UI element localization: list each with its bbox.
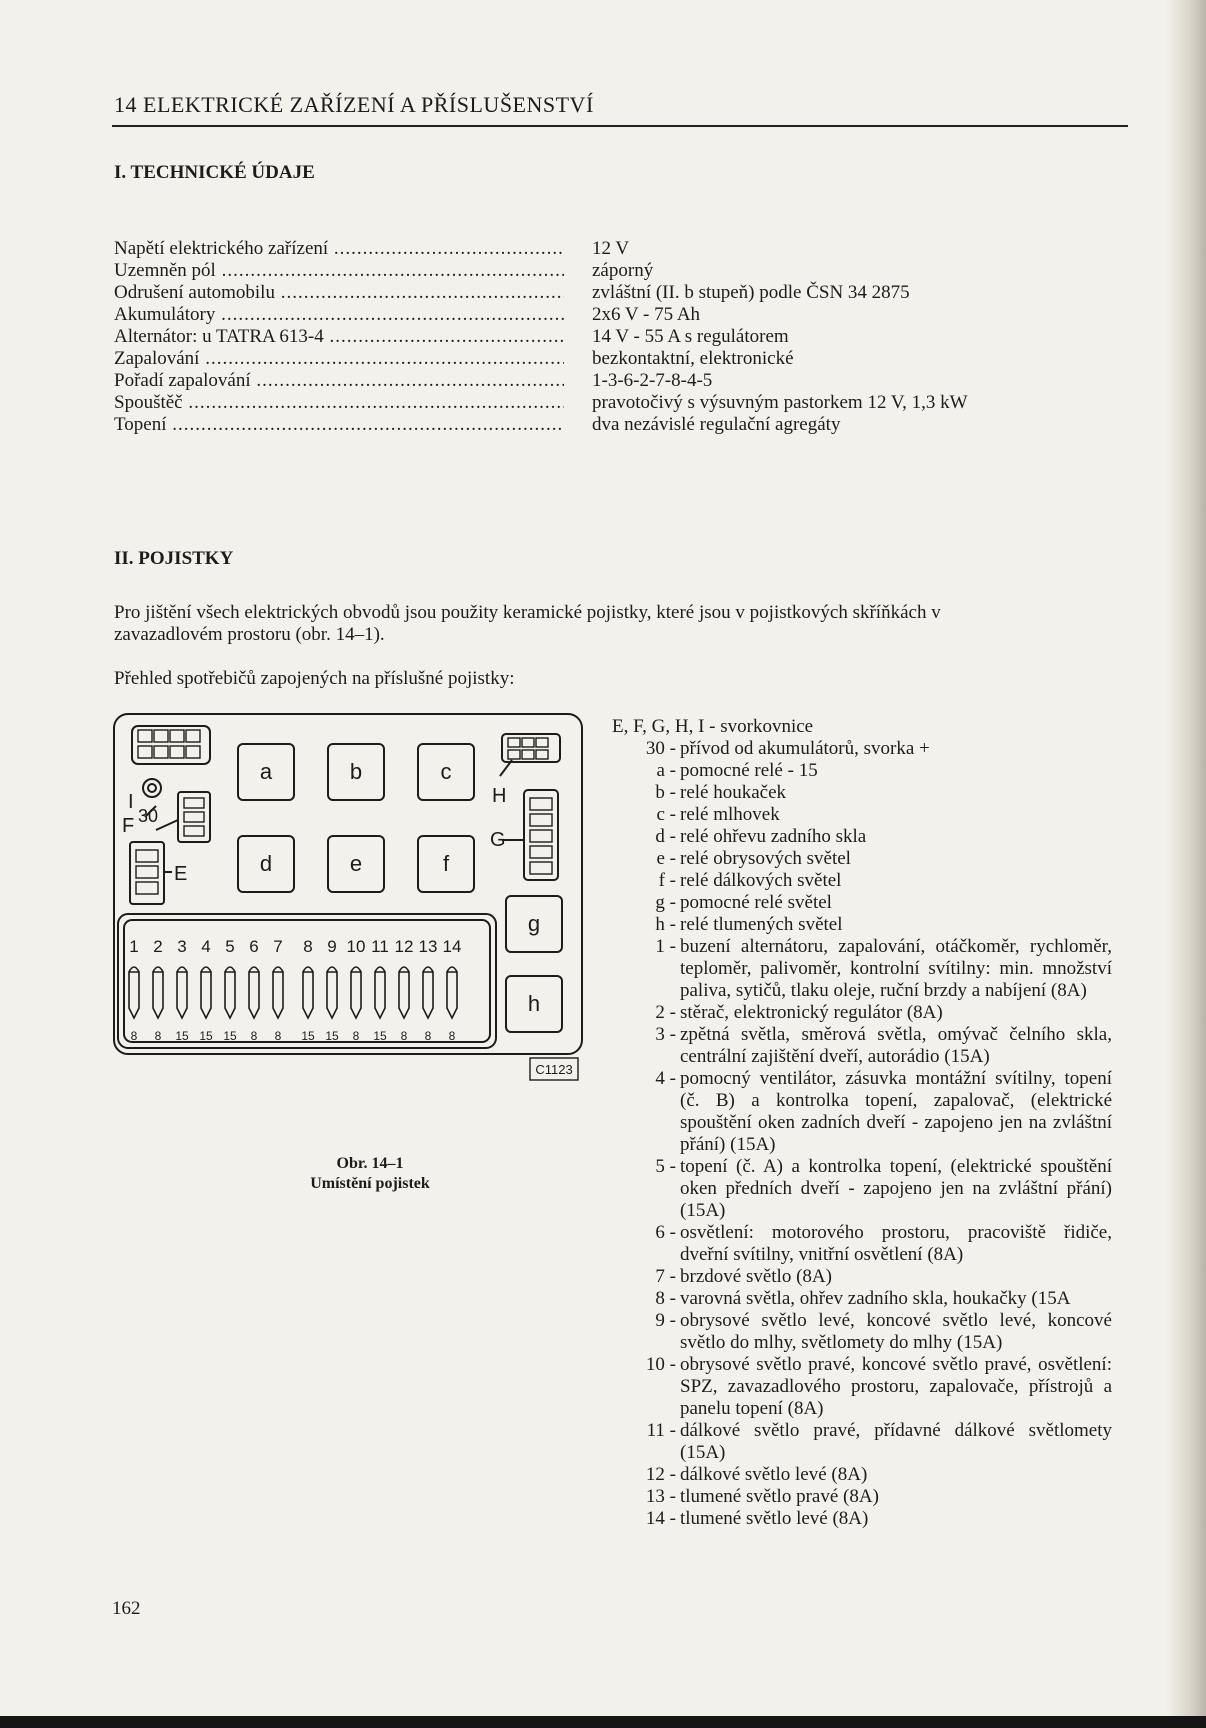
legend-item — [612, 1266, 1112, 1288]
fuse-number: 10 — [346, 937, 366, 956]
fuse-rating: 15 — [325, 1029, 339, 1043]
legend-key: g - — [655, 892, 676, 913]
spec-label: Napětí elektrického zařízení ..... — [114, 238, 564, 260]
fuse-body — [225, 972, 235, 1018]
legend-key: e - — [656, 848, 676, 869]
legend-text: relé ohřevu zadního skla — [680, 826, 867, 847]
legend-item — [612, 1354, 1112, 1420]
fuse-legend — [612, 716, 1112, 1530]
spec-label: Akumulátory ..... — [114, 304, 564, 326]
legend-item — [612, 1156, 1112, 1222]
legend-item — [612, 1222, 1112, 1266]
legend-item — [612, 936, 1112, 1002]
label-H: H — [492, 785, 507, 807]
fuse-number: 8 — [303, 937, 313, 956]
spec-label: Topení ..... — [114, 414, 564, 436]
fuse-rating: 8 — [448, 1029, 456, 1043]
fuse-number: 12 — [394, 937, 414, 956]
legend-text: relé mlhovek — [680, 804, 780, 825]
intro-paragraph-line2: zavazadlovém prostoru (obr. 14–1). — [114, 624, 385, 645]
intro-paragraph-line1: Pro jištění všech elektrických obvodů jsou použity keramické pojistky, které jsou v pojistkových skříňkách v — [114, 602, 941, 623]
spec-row — [114, 238, 1114, 260]
legend-key: d - — [655, 826, 676, 847]
legend-item — [612, 1464, 1112, 1486]
legend-key: 5 - — [655, 1156, 676, 1177]
figure-caption-number: Obr. 14–1 — [336, 1155, 404, 1172]
spec-label: Pořadí zapalování ..... — [114, 370, 564, 392]
fuse-body — [351, 972, 361, 1018]
fuse-number: 4 — [201, 937, 211, 956]
legend-item — [612, 1508, 1112, 1530]
fuse-number: 1 — [129, 937, 139, 956]
fuse-body — [399, 972, 409, 1018]
figure-code: C1123 — [535, 1062, 573, 1077]
legend-key: 12 - — [645, 1464, 676, 1485]
section-title-technical: I. TECHNICKÉ ÚDAJE — [114, 162, 315, 183]
legend-key: 14 - — [645, 1508, 676, 1529]
legend-item — [612, 1002, 1112, 1024]
fuse-number: 2 — [153, 937, 163, 956]
legend-text: varovná světla, ohřev zadního skla, houkačky (15A — [680, 1288, 1071, 1309]
legend-item — [612, 870, 1112, 892]
fuse-rating: 8 — [274, 1029, 282, 1043]
legend-text: pomocné relé světel — [680, 892, 832, 913]
spec-row — [114, 260, 1114, 282]
page-edge-shadow — [1166, 0, 1206, 1728]
fuse-rating: 15 — [223, 1029, 237, 1043]
label-30: 30 — [138, 806, 159, 826]
fuse-number: 5 — [225, 937, 235, 956]
legend-key: f - — [658, 870, 676, 891]
legend-text: topení (č. A) a kontrolka topení, (elektrické spouštění oken předních dveří - zapojeno jen na zvláštní přání) (15A) — [680, 1156, 1112, 1221]
spec-value: pravotočivý s výsuvným pastorkem 12 V, 1,3 kW — [592, 392, 968, 413]
legend-item — [612, 848, 1112, 870]
legend-item — [612, 1486, 1112, 1508]
spec-label: Alternátor: u TATRA 613-4 ..... — [114, 326, 564, 348]
spec-row — [114, 326, 1114, 348]
legend-item — [612, 1288, 1112, 1310]
spec-row — [114, 392, 1114, 414]
legend-key: 13 - — [645, 1486, 676, 1507]
relay-d-label: d — [259, 851, 273, 876]
fuse-body — [447, 972, 457, 1018]
legend-item — [612, 1420, 1112, 1464]
fuse-body — [327, 972, 337, 1018]
legend-item — [612, 782, 1112, 804]
legend-key: 3 - — [655, 1024, 676, 1045]
legend-key: 4 - — [655, 1068, 676, 1089]
fuse-layer — [129, 937, 461, 1043]
fuse-rating: 15 — [301, 1029, 315, 1043]
legend-key: 30 - — [645, 738, 676, 759]
chapter-title: 14 ELEKTRICKÉ ZAŘÍZENÍ A PŘÍSLUŠENSTVÍ — [114, 92, 594, 117]
fuse-rating: 8 — [424, 1029, 432, 1043]
fuse-body — [273, 972, 283, 1018]
fuse-number: 3 — [177, 937, 187, 956]
spec-label: Odrušení automobilu ..... — [114, 282, 564, 304]
legend-text: relé tlumených světel — [680, 914, 843, 935]
legend-text: osvětlení: motorového prostoru, pracoviště řidiče, dveřní svítilny, vnitřní osvětlení (8A) — [680, 1222, 1112, 1265]
relay-g-label: g — [527, 911, 541, 936]
spec-row — [114, 348, 1114, 370]
page-number: 162 — [112, 1598, 141, 1619]
legend-text: tlumené světlo levé (8A) — [680, 1508, 869, 1529]
legend-key: c - — [656, 804, 676, 825]
legend-text: stěrač, elektronický regulátor (8A) — [680, 1002, 943, 1023]
fuse-strip-outer — [118, 914, 496, 1048]
legend-key: b - — [655, 782, 676, 803]
legend-text: zpětná světla, směrová světla, omývač čelního skla, centrální zajištění dveří, autorádio (15A) — [680, 1024, 1112, 1067]
legend-text: tlumené světlo pravé (8A) — [680, 1486, 879, 1507]
relay-c-label: c — [440, 759, 452, 784]
legend-key: a - — [656, 760, 676, 781]
label-E: E — [174, 863, 188, 885]
fuse-rating: 15 — [199, 1029, 213, 1043]
legend-item — [612, 826, 1112, 848]
legend-text: relé obrysových světel — [680, 848, 851, 869]
fuse-number: 11 — [371, 937, 389, 956]
legend-item — [612, 892, 1112, 914]
spec-value: bezkontaktní, elektronické — [592, 348, 794, 369]
legend-key: 2 - — [655, 1002, 676, 1023]
legend-key: h - — [655, 914, 676, 935]
spec-row — [114, 370, 1114, 392]
legend-text: pomocný ventilátor, zásuvka montážní svítilny, topení (č. B) a kontrolka topení, zapalovač, (elektrické spouštění oken zadních dveří - zapojeno jen na zvláštní přání) (15A) — [680, 1068, 1112, 1155]
connector-F — [178, 792, 210, 842]
spec-value: 1-3-6-2-7-8-4-5 — [592, 370, 713, 391]
spec-value: zvláštní (II. b stupeň) podle ČSN 34 2875 — [592, 282, 910, 303]
relay-a-label: a — [259, 759, 273, 784]
legend-text: E, F, G, H, I - svorkovnice — [612, 716, 814, 737]
legend-text: pomocné relé - 15 — [680, 760, 818, 781]
legend-item — [612, 1310, 1112, 1354]
legend-key: 10 - — [645, 1354, 676, 1375]
relay-f-label: f — [442, 851, 450, 876]
fuse-box-diagram — [112, 712, 592, 1092]
legend-text: přívod od akumulátorů, svorka + — [680, 738, 930, 759]
fuse-rating: 8 — [154, 1029, 162, 1043]
label-I: I — [128, 791, 134, 813]
relay-b-label: b — [349, 759, 363, 784]
fuse-rating: 8 — [130, 1029, 138, 1043]
connector-G — [524, 790, 558, 880]
figure-caption-title: Umístění pojistek — [310, 1175, 430, 1192]
legend-text: obrysové světlo pravé, koncové světlo pravé, osvětlení: SPZ, zavazadlového prostoru, zapalovače, přístrojů a panelu topení (8A) — [680, 1354, 1112, 1419]
relay-e-label: e — [349, 851, 363, 876]
spec-label: Zapalování ..... — [114, 348, 564, 370]
terminal-I — [143, 779, 161, 797]
legend-key: 9 - — [655, 1310, 676, 1331]
legend-key: 7 - — [655, 1266, 676, 1287]
legend-text: brzdové světlo (8A) — [680, 1266, 832, 1287]
spec-value: záporný — [592, 260, 654, 281]
fuse-number: 7 — [273, 937, 283, 956]
fuse-number: 9 — [327, 937, 337, 956]
leader-F — [156, 820, 178, 830]
spec-value: 12 V — [592, 238, 630, 259]
scan-bottom-edge — [0, 1716, 1206, 1728]
spec-value: 2x6 V - 75 Ah — [592, 304, 701, 325]
legend-item — [612, 1024, 1112, 1068]
fuse-body — [129, 972, 139, 1018]
legend-text: obrysové světlo levé, koncové světlo levé, koncové světlo do mlhy, světlomety do mlhy (15A) — [680, 1310, 1112, 1353]
overview-heading: Přehled spotřebičů zapojených na příslušné pojistky: — [114, 668, 515, 689]
spec-value: 14 V - 55 A s regulátorem — [592, 326, 789, 347]
legend-item — [612, 738, 1112, 760]
spec-row — [114, 414, 1114, 436]
fuse-number: 14 — [442, 937, 462, 956]
header-rule — [112, 125, 1128, 127]
fuse-body — [177, 972, 187, 1018]
legend-text: relé houkaček — [680, 782, 787, 803]
fuse-number: 6 — [249, 937, 259, 956]
fuse-body — [375, 972, 385, 1018]
spec-value: dva nezávislé regulační agregáty — [592, 414, 841, 435]
legend-key: 11 - — [646, 1420, 676, 1441]
legend-key: 1 - — [655, 936, 676, 957]
legend-key: 6 - — [655, 1222, 676, 1243]
legend-text: dálkové světlo levé (8A) — [680, 1464, 868, 1485]
legend-item — [612, 1068, 1112, 1156]
legend-item — [612, 716, 1112, 738]
spec-label: Uzemněn pól ..... — [114, 260, 564, 282]
fuse-number: 13 — [418, 937, 438, 956]
spec-row — [114, 304, 1114, 326]
fuse-body — [303, 972, 313, 1018]
legend-item — [612, 804, 1112, 826]
fuse-body — [153, 972, 163, 1018]
legend-item — [612, 760, 1112, 782]
relay-h-label: h — [527, 991, 541, 1016]
spec-label: Spouštěč ..... — [114, 392, 564, 414]
fuse-rating: 15 — [175, 1029, 189, 1043]
legend-key: 8 - — [655, 1288, 676, 1309]
fuse-rating: 15 — [373, 1029, 387, 1043]
legend-text: buzení alternátoru, zapalování, otáčkoměr, rychloměr, teploměr, palivoměr, kontrolní svítilny: min. množství paliva, sytičů, tlaku oleje, ruční brzdy a nabíjení (8A) — [680, 936, 1112, 1001]
fuse-rating: 8 — [352, 1029, 360, 1043]
fuse-rating: 8 — [250, 1029, 258, 1043]
fuse-rating: 8 — [400, 1029, 408, 1043]
spec-row — [114, 282, 1114, 304]
legend-item — [612, 914, 1112, 936]
fuse-body — [423, 972, 433, 1018]
legend-text: dálkové světlo pravé, přídavné dálkové světlomety (15A) — [680, 1420, 1112, 1463]
fuse-body — [201, 972, 211, 1018]
legend-text: relé dálkových světel — [680, 870, 842, 891]
label-G: G — [490, 829, 506, 851]
terminal-I-inner — [148, 784, 156, 792]
label-F: F — [122, 815, 135, 837]
fuse-body — [249, 972, 259, 1018]
section-title-fuses: II. POJISTKY — [114, 548, 234, 569]
connector-E — [130, 842, 164, 904]
